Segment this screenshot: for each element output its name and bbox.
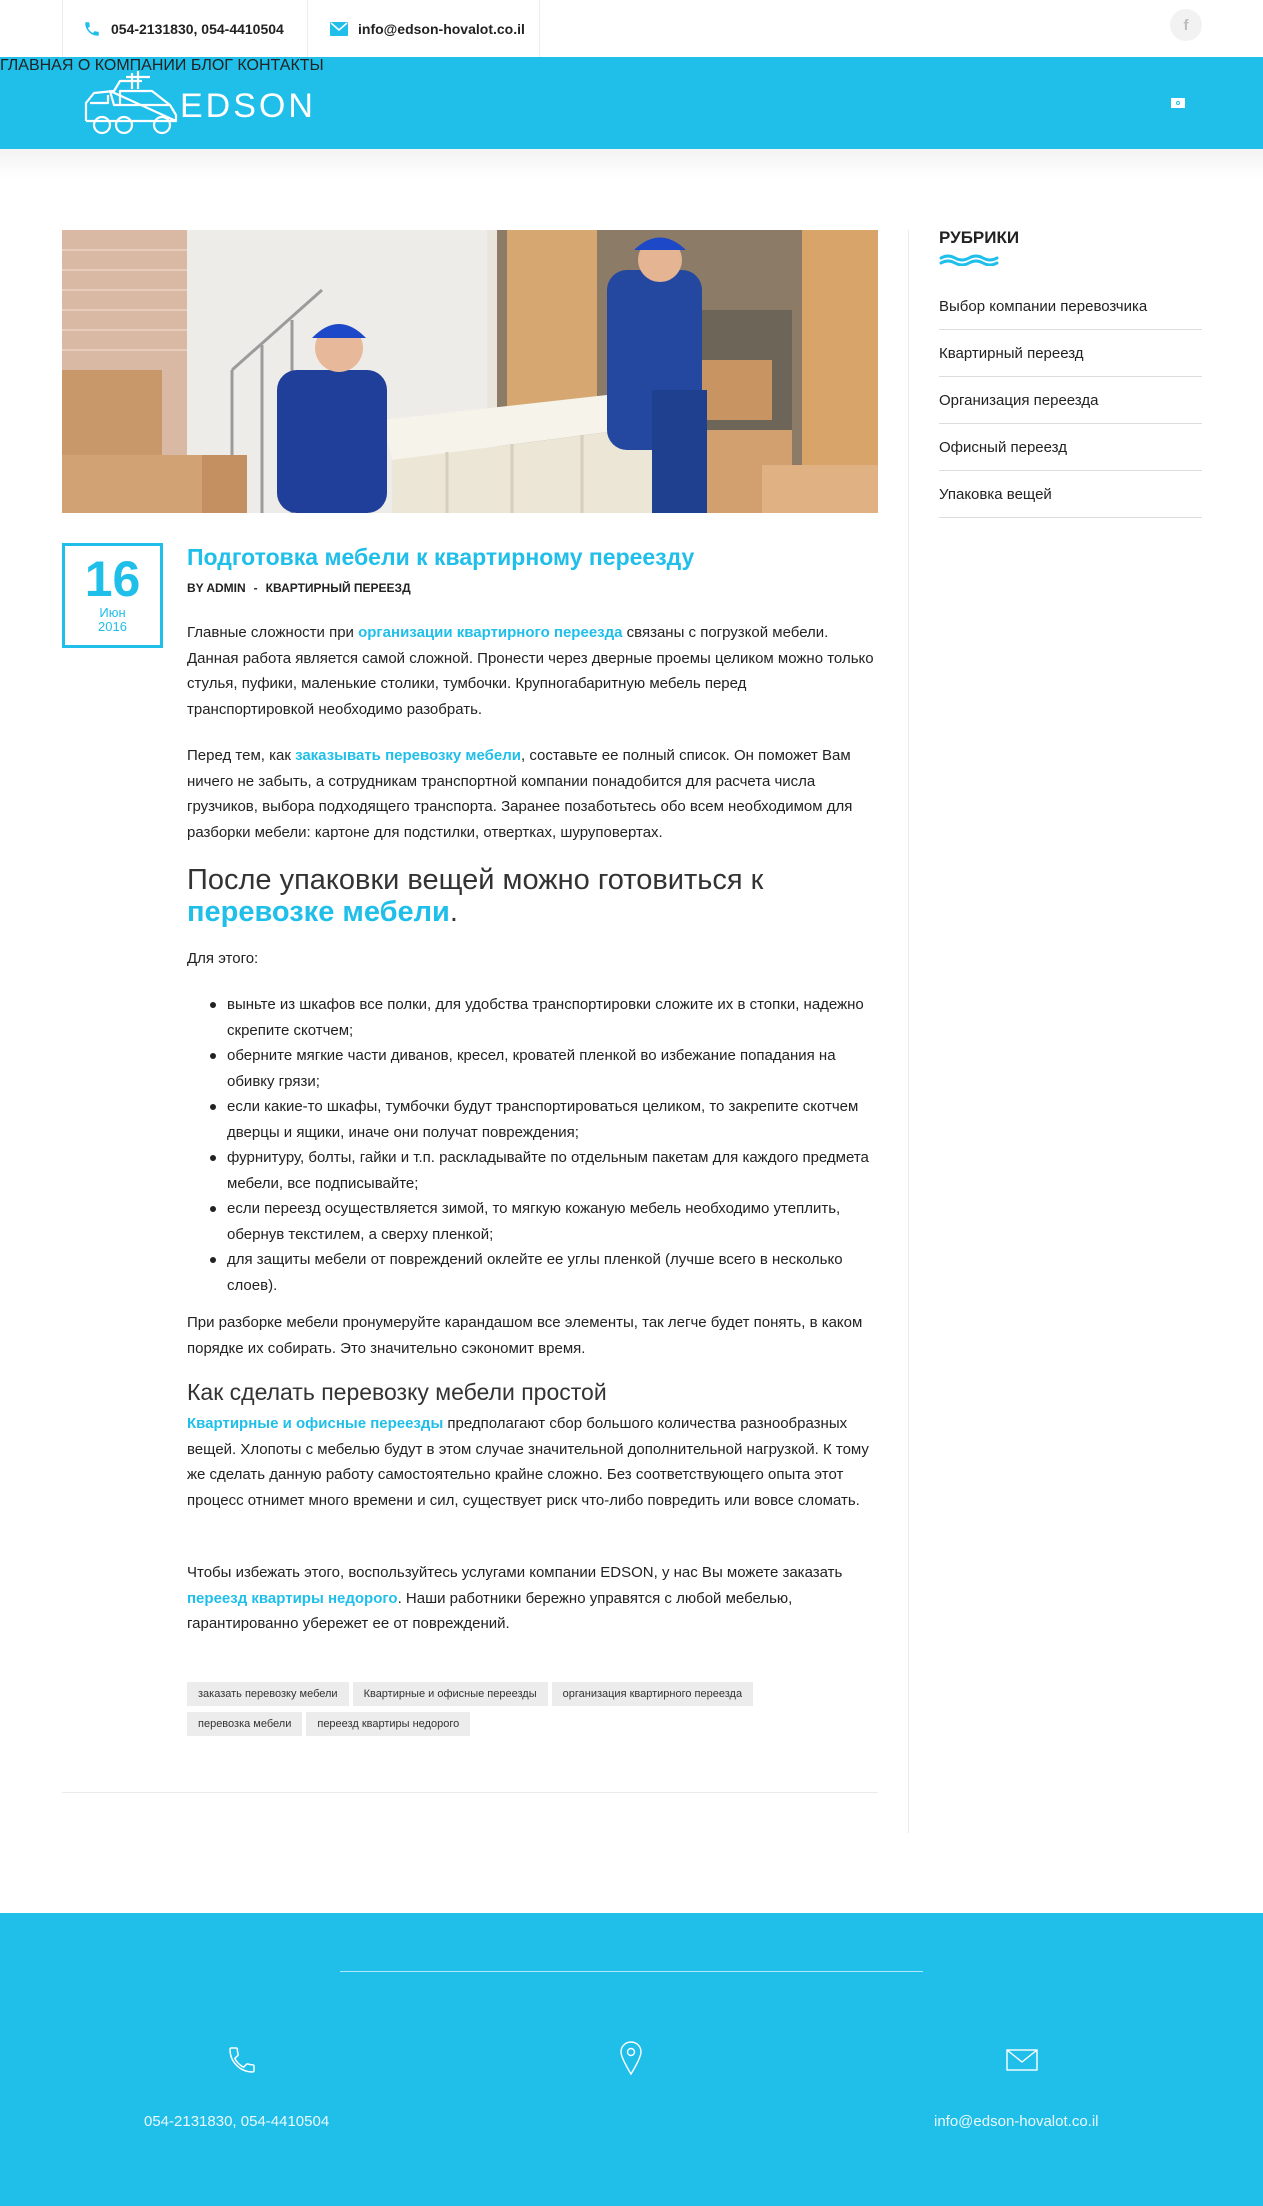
post-category[interactable]: КВАРТИРНЫЙ ПЕРЕЕЗД	[265, 581, 411, 595]
truck-logo-icon	[80, 69, 178, 139]
meta-separator: -	[253, 581, 258, 595]
text: , составьте ее полный список. Он поможет Вам ничего не забыть, а сотрудникам транспортной компании понадобится для расчета числа грузчиков, выбора подходящего транспорта. Заранее позаботьтесь обо всем необходимом для разборки мебели: картоне для подстилки, отвертках, шуруповертах.	[187, 747, 853, 841]
topbar-email[interactable]	[307, 0, 540, 57]
top-bar	[0, 0, 1263, 57]
list-item: фурнитуру, болты, гайки и т.п. раскладывайте по отдельным пакетам для каждого предмета мебели, все подписывайте;	[187, 1145, 877, 1196]
link-furniture-transport[interactable]: перевозке мебели	[187, 896, 450, 928]
site-header	[0, 57, 1263, 149]
footer-phone[interactable]: 054-2131830, 054-4410504	[144, 2113, 330, 2130]
post-paragraph-2	[187, 743, 877, 845]
text: Главные сложности при	[187, 624, 359, 641]
post-paragraph-3: Для этого:	[187, 950, 259, 967]
nav-item-home[interactable]: ГЛАВНАЯ	[0, 57, 74, 74]
list-item: выньте из шкафов все полки, для удобства транспортировки сложите их в стопки, надежно скрепите скотчем;	[187, 992, 877, 1043]
text: . Наши работники бережно управятся с любой мебелью, гарантированно убережет ее от повреждений.	[187, 1589, 793, 1632]
facebook-icon[interactable]: f	[1170, 9, 1202, 41]
topbar-email-text: info@edson-hovalot.co.il	[358, 20, 525, 37]
tag[interactable]: организация квартирного переезда	[552, 1682, 753, 1706]
post-paragraph-6	[187, 1560, 877, 1637]
topbar-phone[interactable]	[62, 0, 307, 57]
header-shadow	[0, 149, 1263, 179]
sidebar-title: РУБРИКИ	[939, 228, 1020, 247]
post-heading-3: Как сделать перевозку мебели простой	[187, 1379, 607, 1405]
post-tags	[187, 1682, 877, 1742]
post-bullet-list	[187, 992, 877, 1298]
text: предполагают сбор большого количества разнообразных вещей. Хлопоты с мебелью будут в этом случае значительной дополнительной нагрузкой. К тому же сделать данную работу самостоятельно крайне сложно. Без соответствующего опыта этот процесс отнимет много времени и сил, существует риск что-либо повредить или вовсе сломать.	[187, 1415, 869, 1509]
tag[interactable]: переезд квартиры недорого	[306, 1712, 470, 1736]
post-month: Июн	[99, 605, 126, 620]
post-meta	[187, 581, 877, 595]
site-footer	[0, 1913, 1263, 2206]
flag-icon[interactable]	[1171, 98, 1185, 108]
post-paragraph-1	[187, 620, 877, 722]
text: связаны с погрузкой мебели. Данная работа является самой сложной. Пронести через дверные проемы целиком можно только стулья, пуфики, маленькие столики, тумбочки. Крупногабаритную мебель перед транспортировкой необходимо разобрать.	[187, 624, 874, 718]
nav-item-blog[interactable]: БЛОГ	[190, 57, 233, 74]
link-apartment-move-organization[interactable]: организации квартирного переезда	[358, 624, 623, 641]
nav-item-contacts[interactable]: КОНТАКТЫ	[237, 57, 324, 74]
sidebar-item-apartment-move[interactable]: Квартирный переезд	[939, 330, 1202, 377]
post-heading-2	[187, 864, 877, 928]
link-order-furniture-transport[interactable]: заказывать перевозку мебели	[295, 747, 522, 764]
sidebar-item-move-organization[interactable]: Организация переезда	[939, 377, 1202, 424]
list-item: если переезд осуществляется зимой, то мягкую кожаную мебель необходимо утеплить, обернув текстилем, а сверху пленкой;	[187, 1196, 877, 1247]
tag[interactable]: заказать перевозку мебели	[187, 1682, 349, 1706]
footer-email[interactable]: info@edson-hovalot.co.il	[934, 2113, 1099, 2130]
sidebar-item-office-move[interactable]: Офисный переезд	[939, 424, 1202, 471]
logo-text: EDSON	[180, 86, 316, 125]
nav-item-about[interactable]: О КОМПАНИИ	[77, 57, 187, 74]
text: Чтобы избежать этого, воспользуйтесь услугами компании EDSON, у нас Вы можете заказать	[187, 1564, 843, 1581]
sidebar	[939, 228, 1202, 518]
list-item: если какие-то шкафы, тумбочки будут транспортироваться целиком, то закрепите скотчем дверцы и ящики, иначе они получат повреждения;	[187, 1094, 877, 1145]
envelope-icon	[330, 22, 348, 36]
list-item: оберните мягкие части диванов, кресел, кроватей пленкой во избежание попадания на обивку грязи;	[187, 1043, 877, 1094]
post-divider	[62, 1792, 878, 1793]
list-item: для защиты мебели от повреждений оклейте ее углы пленкой (лучше всего в несколько слоев).	[187, 1247, 877, 1298]
text: Перед тем, как	[187, 747, 296, 764]
tag[interactable]: перевозка мебели	[187, 1712, 302, 1736]
post-author[interactable]: BY ADMIN	[187, 581, 246, 595]
text: После упаковки вещей можно готовиться к	[187, 864, 764, 896]
post-paragraph-4: При разборке мебели пронумеруйте карандашом все элементы, так легче будет понять, в каком порядке их собирать. Это значительно сэкономит время.	[187, 1314, 863, 1357]
category-list	[939, 283, 1202, 518]
logo[interactable]	[80, 69, 316, 139]
text: .	[449, 896, 458, 928]
sidebar-item-packing[interactable]: Упаковка вещей	[939, 471, 1202, 518]
link-cheap-apartment-move[interactable]: переезд квартиры недорого	[187, 1589, 398, 1607]
footer-divider	[340, 1971, 923, 1972]
post-year: 2016	[98, 619, 127, 634]
tag[interactable]: Квартирные и офисные переезды	[353, 1682, 548, 1706]
link-apartment-office-moves[interactable]: Квартирные и офисные переезды	[187, 1415, 444, 1432]
wave-divider-icon	[939, 254, 999, 266]
envelope-icon	[1006, 2049, 1038, 2071]
post-title[interactable]: Подготовка мебели к квартирному переезду	[187, 544, 695, 570]
topbar-phone-text: 054-2131830, 054-4410504	[111, 20, 284, 37]
post-featured-image	[62, 230, 878, 513]
sidebar-divider	[908, 230, 909, 1833]
phone-icon	[226, 2044, 258, 2076]
phone-icon	[83, 20, 101, 38]
post-day: 16	[84, 551, 141, 607]
map-pin-icon	[619, 2040, 643, 2076]
post-paragraph-5	[187, 1411, 877, 1513]
post-date	[62, 543, 163, 648]
sidebar-item-carrier-choice[interactable]: Выбор компании перевозчика	[939, 283, 1202, 330]
